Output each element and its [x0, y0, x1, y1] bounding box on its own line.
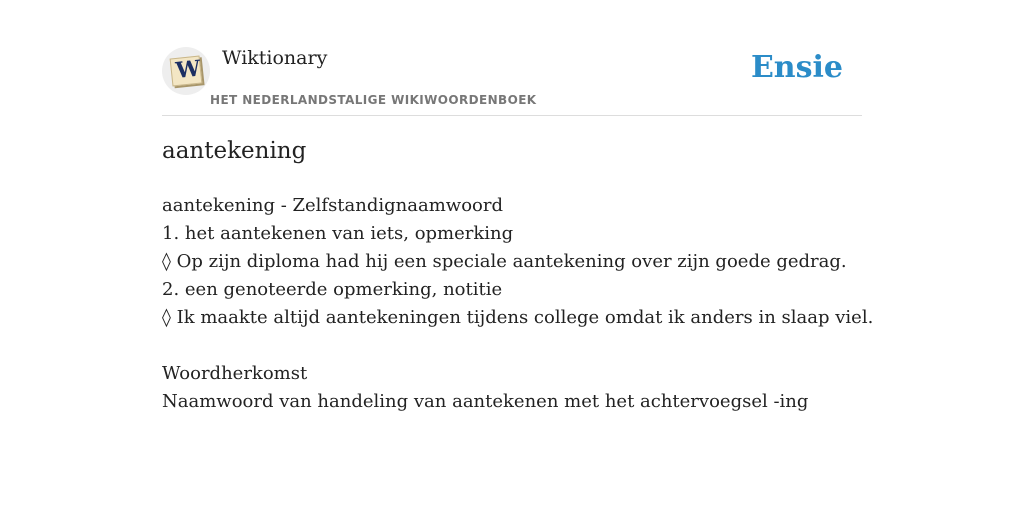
etymology-text: Naamwoord van handeling van aantekenen met het achtervoegsel -ing — [162, 391, 809, 412]
section-spacer — [162, 332, 862, 360]
wiktionary-logo-icon[interactable] — [162, 47, 210, 95]
page-title: aantekening — [162, 138, 307, 164]
site-header — [162, 44, 862, 116]
example-2: ◊ Ik maakte altijd aantekeningen tijdens college omdat ik anders in slaap viel. — [162, 307, 874, 328]
brand-logo[interactable]: Ensie — [750, 50, 843, 85]
sense-1: 1. het aantekenen van iets, opmerking — [162, 223, 514, 244]
logo-letter: W — [174, 55, 202, 84]
entry-content — [162, 192, 874, 416]
site-subtitle: HET NEDERLANDSTALIGE WIKIWOORDENBOEK — [210, 93, 537, 107]
example-1: ◊ Op zijn diploma had hij een speciale aantekening over zijn goede gedrag. — [162, 251, 847, 272]
etymology-heading: Woordherkomst — [162, 363, 308, 384]
definition-header: aantekening - Zelfstandignaamwoord — [162, 195, 503, 216]
sense-2: 2. een genoteerde opmerking, notitie — [162, 279, 503, 300]
site-name[interactable]: Wiktionary — [222, 47, 328, 69]
logo-tile — [170, 56, 203, 87]
